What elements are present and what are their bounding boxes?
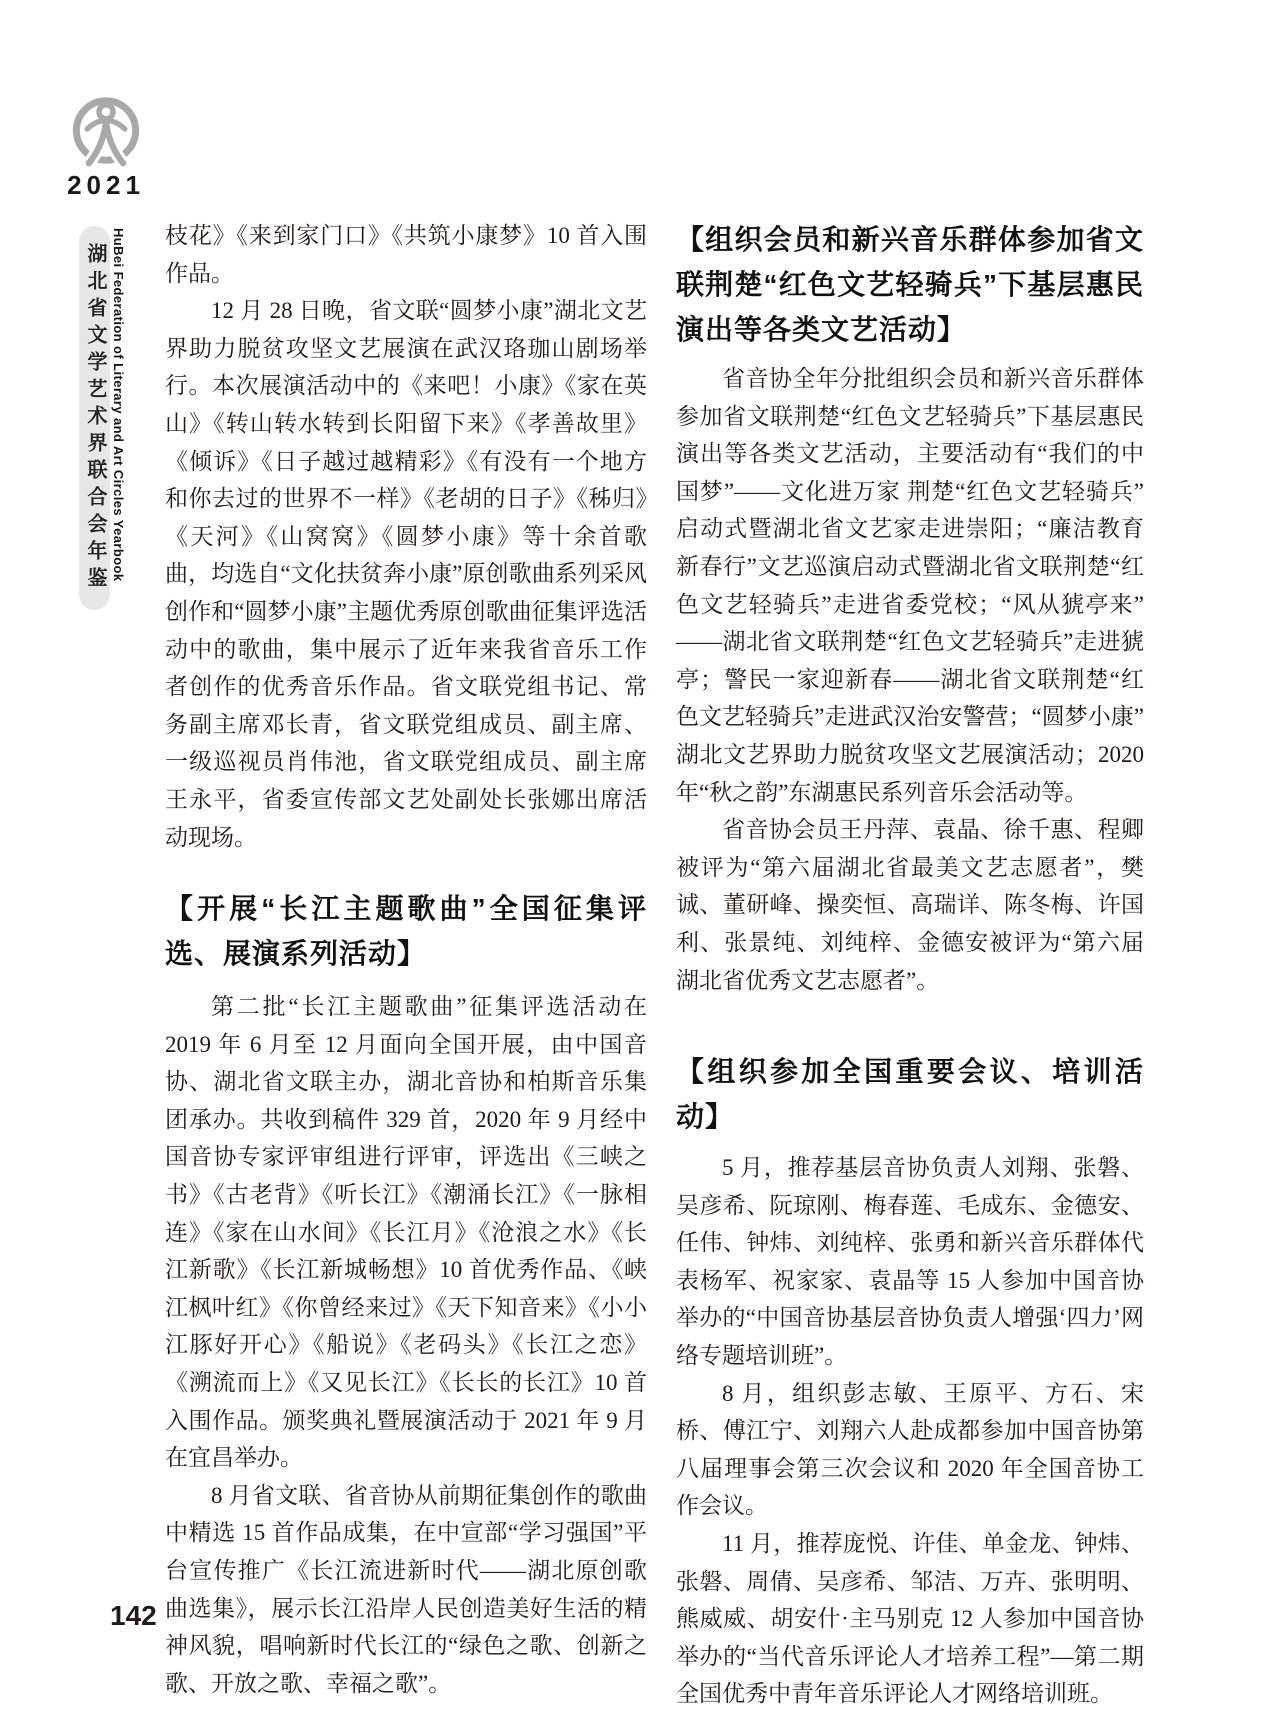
body-paragraph: 第二批“长江主题歌曲”征集评选活动在 2019 年 6 月至 12 月面向全国开展，由中国音协、湖北省文联主办，湖北音协和柏斯音乐集团承办。共收到稿件 329 首，2020 年 9 月经中国音协专家评审组进行评审，评选出《三峡之书》《古老背》《听长江》《潮涌长江》《一脉相连》《家在山水间》《长江月》《沧浪之水》《长江新歌》《长江新城畅想》10 首优秀作品、《峡江枫叶红》《你曾经来过》《天下知音来》《小小江豚好开心》《船说》《老码头》《长江之恋》《溯流而上》《又见长江》《长长的长江》10 首入围作品。颁奖典礼暨展演活动于 2021 年 9 月在宜昌举办。	[165, 994, 647, 1471]
logo-block	[64, 90, 148, 201]
sidebar-title-bar	[79, 226, 110, 610]
section-heading-national-meetings: 【组织参加全国重要会议、培训活动】	[676, 1056, 1144, 1133]
body-paragraph: 8 月省文联、省音协从前期征集创作的歌曲中精选 15 首作品成集，在中宣部“学习强国”平台宣传推广《长江流进新时代——湖北原创歌曲选集》，展示长江沿岸人民创造美好生活的精神风貌，唱响新时代长江的“绿色之歌、创新之歌、开放之歌、幸福之歌”。	[165, 1482, 647, 1696]
federation-logo-icon	[67, 90, 145, 168]
right-column	[676, 217, 1144, 1713]
sidebar-title-cn: 湖北省文学艺术界联合会年鉴	[84, 242, 106, 594]
body-paragraph: 5 月，推荐基层音协负责人刘翔、张磐、吴彦希、阮琼刚、梅春莲、毛成东、金德安、任伟、钟炜、刘纯梓、张勇和新兴音乐群体代表杨军、祝家家、袁晶等 15 人参加中国音协举办的“中国音协基层音协负责人增强‘四力’网络专题培训班”。	[676, 1155, 1144, 1369]
left-column	[165, 217, 647, 1702]
body-paragraph: 11 月，推荐庞悦、许佳、单金龙、钟炜、张磐、周倩、吴彦希、邹洁、万卉、张明明、熊威威、胡安什·主马别克 12 人参加中国音协举办的“当代音乐评论人才培养工程”—第二期全国优秀中青年音乐评论人才网络培训班。	[676, 1531, 1144, 1707]
body-paragraph: 8 月，组织彭志敏、王原平、方石、宋桥、傅江宁、刘翔六人赴成都参加中国音协第八届理事会第三次会议和 2020 年全国音协工作会议。	[676, 1380, 1144, 1519]
body-paragraph: 省音协会员王丹萍、袁晶、徐千惠、程卿被评为“第六届湖北省最美文艺志愿者”，樊诚、董研峰、操奕恒、高瑞详、陈冬梅、许国利、张景纯、刘纯梓、金德安被评为“第六届湖北省优秀文艺志愿者”。	[676, 817, 1144, 993]
continuation-paragraph: 枝花》《来到家门口》《共筑小康梦》10 首入围作品。	[165, 223, 647, 286]
sidebar-title-en: HuBei Federation of Literary and Art Circles Yearbook	[111, 228, 126, 582]
section-heading-qingqibing-activities: 【组织会员和新兴音乐群体参加省文联荆楚“红色文艺轻骑兵”下基层惠民演出等各类文艺活动】	[676, 224, 1144, 345]
body-paragraph: 12 月 28 日晚，省文联“圆梦小康”湖北文艺界助力脱贫攻坚文艺展演在武汉珞珈山剧场举行。本次展演活动中的《来吧！小康》《家在英山》《转山转水转到长阳留下来》《孝善故里》《倾诉》《日子越过越精彩》《有没有一个地方和你去过的世界不一样》《老胡的日子》《秭归》《天河》《山窝窝》《圆梦小康》等十余首歌曲，均选自“文化扶贫奔小康”原创歌曲系列采风创作和“圆梦小康”主题优秀原创歌曲征集评选活动中的歌曲，集中展示了近年来我省音乐工作者创作的优秀音乐作品。省文联党组书记、常务副主席邓长青，省文联党组成员、副主席、一级巡视员肖伟池，省文联党组成员、副主席王永平，省委宣传部文艺处副处长张娜出席活动现场。	[165, 298, 647, 850]
page-number: 142	[110, 1600, 157, 1631]
section-heading-changjiang-songs: 【开展“长江主题歌曲”全国征集评选、展演系列活动】	[165, 893, 647, 970]
body-paragraph: 省音协全年分批组织会员和新兴音乐群体参加省文联荆楚“红色文艺轻骑兵”下基层惠民演出等各类文艺活动，主要活动有“我们的中国梦”——文化进万家 荆楚“红色文艺轻骑兵”启动式暨湖北省文艺家走进崇阳；“廉洁教育新春行”文艺巡演启动式暨湖北省文联荆楚“红色文艺轻骑兵”走进省委党校；“风从猇亭来”——湖北省文联荆楚“红色文艺轻骑兵”走进猇亭；警民一家迎新春——湖北省文联荆楚“红色文艺轻骑兵”走进武汉治安警营；“圆梦小康”湖北文艺界助力脱贫攻坚文艺展演活动；2020 年“秋之韵”东湖惠民系列音乐会活动等。	[676, 366, 1144, 805]
year-label: 2021	[67, 170, 145, 200]
